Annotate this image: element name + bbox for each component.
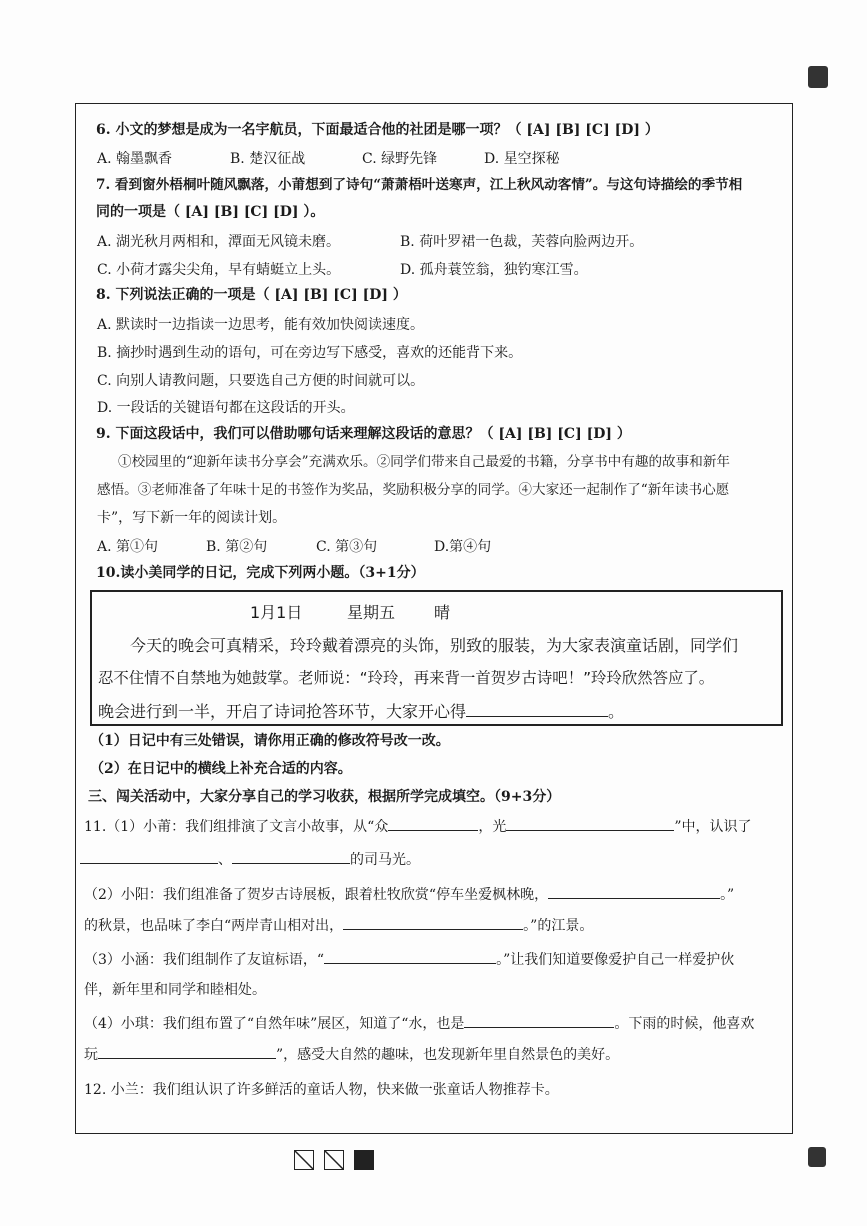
diagonal-mark-icon	[295, 1151, 314, 1170]
q11-p1-text-b: ，光	[478, 819, 507, 835]
q11-blank-3[interactable]	[80, 851, 218, 864]
diary-box	[90, 590, 783, 726]
q9-paragraph-line3: 卡”，写下新一年的阅读计划。	[97, 510, 287, 526]
q9-paragraph-line2: 感悟。③老师准备了年味十足的书签作为奖品，奖励积极分享的同学。④大家还一起制作了“新年读书心愿	[97, 482, 730, 498]
q11-part3-line1	[84, 951, 734, 969]
page-mark-box-1	[294, 1150, 314, 1170]
bottom-right-registration-mark	[808, 1147, 826, 1167]
q11-part4-line2	[84, 1046, 619, 1064]
q8-option-c[interactable]: C. 向别人请教问题，只要选自己方便的时间就可以。	[97, 373, 425, 389]
q11-part2-line1	[84, 886, 734, 904]
q11-blank-7[interactable]	[324, 951, 496, 964]
q11-p1-text-d: 、	[218, 852, 232, 868]
q8-option-a[interactable]: A. 默读时一边指读一边思考，能有效加快阅读速度。	[97, 317, 425, 333]
diary-line-3-end: 。	[608, 702, 625, 721]
q11-p2-text-a: （2）小阳：我们组准备了贺岁古诗展板，跟着杜牧欣赏“停车坐爱枫林晚，	[84, 887, 549, 903]
diary-line-2: 忍不住情不自禁地为她鼓掌。老师说：“玲玲，再来背一首贺岁古诗吧！”玲玲欣然答应了。	[98, 669, 715, 687]
q9-option-b[interactable]: B. 第②句	[206, 539, 268, 555]
diary-line-1: 今天的晚会可真精采，玲玲戴着漂亮的头饰，别致的服装，为大家表演童话剧，同学们	[130, 636, 739, 655]
diary-line-3	[98, 699, 624, 722]
q11-blank-4[interactable]	[232, 851, 350, 864]
q10-sub2: （2）在日记中的横线上补充合适的内容。	[90, 761, 352, 777]
q6-option-c[interactable]: C. 绿野先锋	[362, 151, 438, 167]
q6-option-d[interactable]: D. 星空探秘	[484, 151, 560, 167]
page-mark-box-3-filled	[354, 1150, 374, 1170]
q7-stem-line1: 7. 看到窗外梧桐叶随风飘落，小莆想到了诗句“萧萧梧叶送寒声，江上秋风动客情”。与这句诗描绘的季节相	[96, 177, 743, 193]
q7-option-c[interactable]: C. 小荷才露尖尖角，早有蜻蜓立上头。	[97, 262, 341, 278]
q11-p1-text-a: 11.（1）小莆：我们组排演了文言小故事，从“众	[84, 819, 389, 835]
q9-option-c[interactable]: C. 第③句	[316, 539, 378, 555]
q9-option-d[interactable]: D.第④句	[434, 539, 492, 555]
page-mark-box-2	[324, 1150, 344, 1170]
q11-p1-text-e: 的司马光。	[350, 852, 420, 868]
diary-weather: 晴	[434, 603, 451, 622]
q11-p4-text-b: 。下雨的时候，他喜欢	[614, 1016, 755, 1032]
q7-stem-line2: 同的一项是（ [A] [B] [C] [D] ）。	[96, 204, 325, 220]
q9-paragraph-line1: ①校园里的“迎新年读书分享会”充满欢乐。②同学们带来自己最爱的书籍，分享书中有趣的故事和新年	[118, 454, 731, 470]
q11-p2-text-b: 。”	[720, 887, 735, 903]
q8-stem: 8. 下列说法正确的一项是（ [A] [B] [C] [D] ）	[96, 287, 407, 303]
q11-p2-text-d: 。”的江景。	[523, 918, 594, 934]
section-3-title: 三、闯关活动中，大家分享自己的学习收获，根据所学完成填空。（9+3分）	[88, 789, 561, 805]
q11-p4-text-d: ”，感受大自然的趣味，也发现新年里自然景色的美好。	[276, 1047, 620, 1063]
q11-part4-line1	[84, 1015, 754, 1033]
q11-part1-line1	[84, 818, 752, 836]
q11-blank-6[interactable]	[343, 917, 523, 930]
q6-option-a[interactable]: A. 翰墨飘香	[97, 151, 173, 167]
q11-blank-9[interactable]	[98, 1046, 276, 1059]
diary-date: 1月1日	[250, 603, 303, 622]
q11-p4-text-a: （4）小琪：我们组布置了“自然年味”展区，知道了“水，也是	[84, 1016, 465, 1032]
q11-p2-text-c: 的秋景，也品味了李白“两岸青山相对出，	[84, 918, 344, 934]
diary-line-3-text: 晚会进行到一半，开启了诗词抢答环节，大家开心得	[98, 702, 467, 721]
q7-option-a[interactable]: A. 湖光秋月两相和，潭面无风镜未磨。	[97, 234, 341, 250]
q11-blank-8[interactable]	[464, 1015, 614, 1028]
q10-stem: 10.读小美同学的日记，完成下列两小题。（3+1分）	[96, 565, 425, 581]
q11-p3-text-a: （3）小涵：我们组制作了友谊标语，“	[84, 952, 325, 968]
top-right-registration-mark	[808, 66, 828, 88]
q7-option-b[interactable]: B. 荷叶罗裙一色裁，芙蓉向脸两边开。	[400, 234, 644, 250]
q8-option-b[interactable]: B. 摘抄时遇到生动的语句，可在旁边写下感受，喜欢的还能背下来。	[97, 345, 523, 361]
q11-p1-text-c: ”中，认识了	[674, 819, 752, 835]
q6-option-b[interactable]: B. 楚汉征战	[230, 151, 306, 167]
q11-blank-1[interactable]	[388, 818, 478, 831]
q11-part1-line2	[80, 851, 420, 869]
q12-stem: 12. 小兰：我们组认识了许多鲜活的童话人物，快来做一张童话人物推荐卡。	[84, 1082, 559, 1098]
q9-option-a[interactable]: A. 第①句	[97, 539, 159, 555]
diagonal-mark-icon	[325, 1151, 344, 1170]
q11-p4-text-c: 玩	[84, 1047, 98, 1063]
q11-p3-text-b: 。”让我们知道要像爱护自己一样爱护伙	[496, 952, 735, 968]
diary-blank[interactable]	[466, 704, 608, 717]
diary-weekday: 星期五	[347, 603, 396, 622]
q7-option-d[interactable]: D. 孤舟蓑笠翁，独钓寒江雪。	[400, 262, 588, 278]
q6-stem: 6. 小文的梦想是成为一名宇航员，下面最适合他的社团是哪一项？（ [A] [B] [C] [D] ）	[96, 122, 659, 138]
q10-sub1: （1）日记中有三处错误，请你用正确的修改符号改一改。	[90, 733, 450, 749]
q9-stem: 9. 下面这段话中，我们可以借助哪句话来理解这段话的意思？（ [A] [B] [C] [D] ）	[96, 426, 631, 442]
q11-part2-line2	[84, 917, 593, 935]
q8-option-d[interactable]: D. 一段话的关键语句都在这段话的开头。	[97, 400, 355, 416]
q11-part3-line2: 伴，新年里和同学和睦相处。	[84, 982, 266, 998]
q11-blank-5[interactable]	[548, 886, 720, 899]
q11-blank-2[interactable]	[506, 818, 674, 831]
